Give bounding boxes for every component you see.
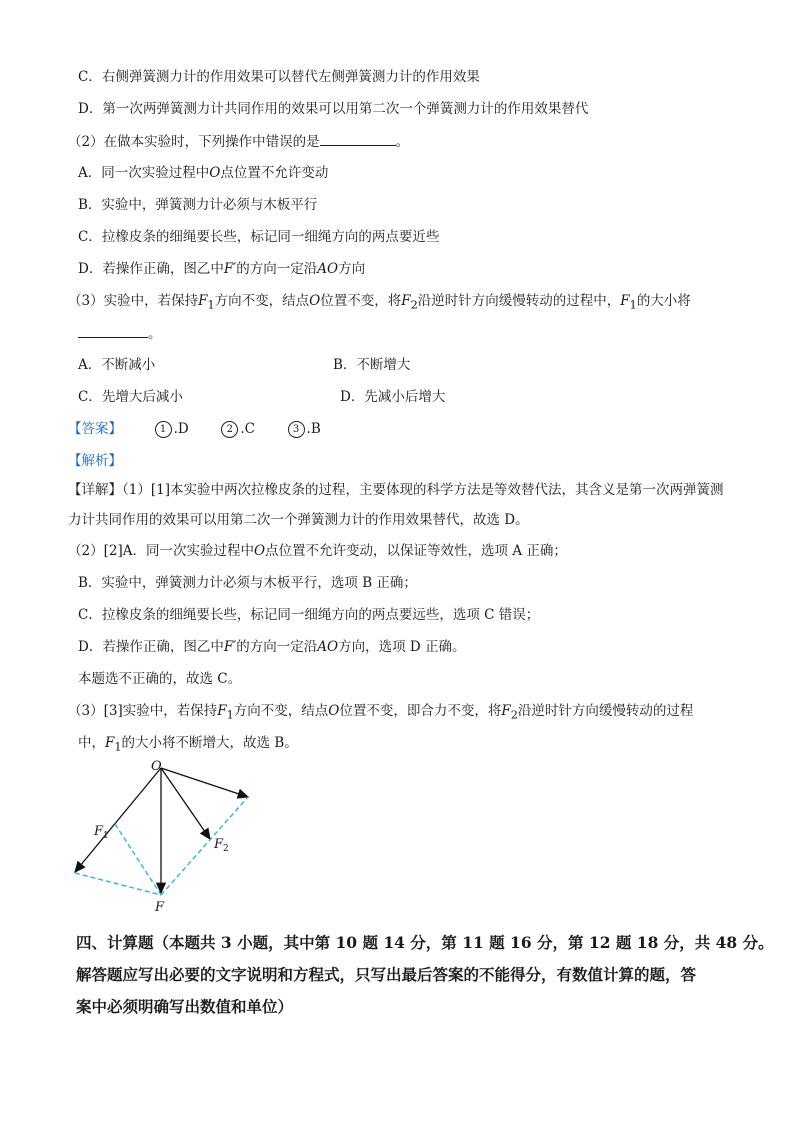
detail-paragraph-1: 【详解】（1）[1]本实验中两次拉橡皮条的过程，主要体现的科学方法是等效替代法，其含义是第一次两弹簧测力计共同作用的效果可以用第二次一个弹簧测力计的作用效果替代，故选 D。	[68, 482, 724, 528]
q3-stem: （3）实验中，若保持$F_1$方向不变，结点O位置不变，将$F_2$沿逆时针方向缓慢转动的过程中，$F_1$的大小将	[68, 293, 691, 312]
q2-option-d: D．若操作正确，图乙中F′的方向一定沿AO方向	[78, 261, 366, 277]
answer-line	[68, 419, 321, 439]
q3-option-d: D．先减小后增大	[340, 389, 446, 405]
label-f2: $F_2$	[214, 837, 229, 854]
detail-line-5: D．若操作正确，图乙中F′的方向一定沿AO方向，选项 D 正确。	[78, 639, 466, 655]
q3-option-b: B．不断增大	[333, 357, 411, 373]
detail-line-2: （2）[2]A．同一次实验过程中O点位置不允许变动，以保证等效性，选项 A 正确；	[68, 543, 567, 559]
q2-option-c: C．拉橡皮条的细绳要长些，标记同一细绳方向的两点要近些	[78, 229, 440, 245]
circled-number: 2	[221, 421, 238, 438]
detail-line-7: （3）[3]实验中，若保持$F_1$方向不变，结点O位置不变，即合力不变，将$F_2$沿逆时针方向缓慢转动的过程	[68, 703, 694, 722]
answer-value: .B	[306, 421, 321, 437]
answer-value: .C	[240, 421, 255, 437]
force-f1-arrow	[75, 768, 161, 872]
q2-option-a: A．同一次实验过程中O点位置不允许变动	[78, 165, 329, 181]
answer-blank[interactable]	[78, 323, 148, 338]
analysis-label: 【解析】	[68, 453, 122, 469]
label-f1: $F_1$	[94, 824, 109, 841]
q2-stem: （2）在做本实验时，下列操作中错误的是 。	[68, 131, 409, 152]
label-o: O	[151, 759, 162, 774]
q3-option-a: A．不断减小	[78, 357, 156, 373]
section4-heading: 四、计算题（本题共 3 小题，其中第 10 题 14 分，第 11 题 16 分，第 12 题 18 分，共 48 分。	[76, 933, 774, 952]
rotated-force-arrow	[161, 768, 248, 797]
answer-value: .D	[173, 421, 189, 437]
detail-line-8: 中，$F_1$的大小将不断增大，故选 B。	[78, 735, 298, 754]
answer-label: 【答案】	[68, 421, 122, 437]
q3-blank-line: 。	[78, 323, 162, 344]
q2-option-b: B．实验中，弹簧测力计必须与木板平行	[78, 197, 318, 213]
detail-line-4: C．拉橡皮条的细绳要长些，标记同一细绳方向的两点要远些，选项 C 错误；	[78, 607, 540, 623]
detail-line-3: B．实验中，弹簧测力计必须与木板平行，选项 B 正确；	[78, 575, 417, 591]
circled-number: 1	[155, 421, 172, 438]
dashed-parallel-line	[75, 873, 161, 895]
force-diagram	[60, 755, 260, 915]
circled-number: 3	[288, 421, 305, 438]
dashed-parallel-line	[161, 797, 248, 895]
q1-option-c: C．右侧弹簧测力计的作用效果可以替代左侧弹簧测力计的作用效果	[78, 69, 480, 85]
q3-option-c: C．先增大后减小	[78, 389, 183, 405]
q1-option-d: D．第一次两弹簧测力计共同作用的效果可以用第二次一个弹簧测力计的作用效果替代	[78, 101, 589, 117]
section4-instructions: 解答题应写出必要的文字说明和方程式，只写出最后答案的不能得分，有数值计算的题，答	[76, 965, 697, 984]
label-f: F	[155, 900, 165, 915]
force-f2-arrow	[161, 768, 210, 839]
detail-line-6: 本题选不正确的，故选 C。	[78, 671, 242, 687]
section4-instructions: 案中必须明确写出数值和单位）	[76, 997, 294, 1016]
answer-blank[interactable]	[320, 131, 396, 146]
